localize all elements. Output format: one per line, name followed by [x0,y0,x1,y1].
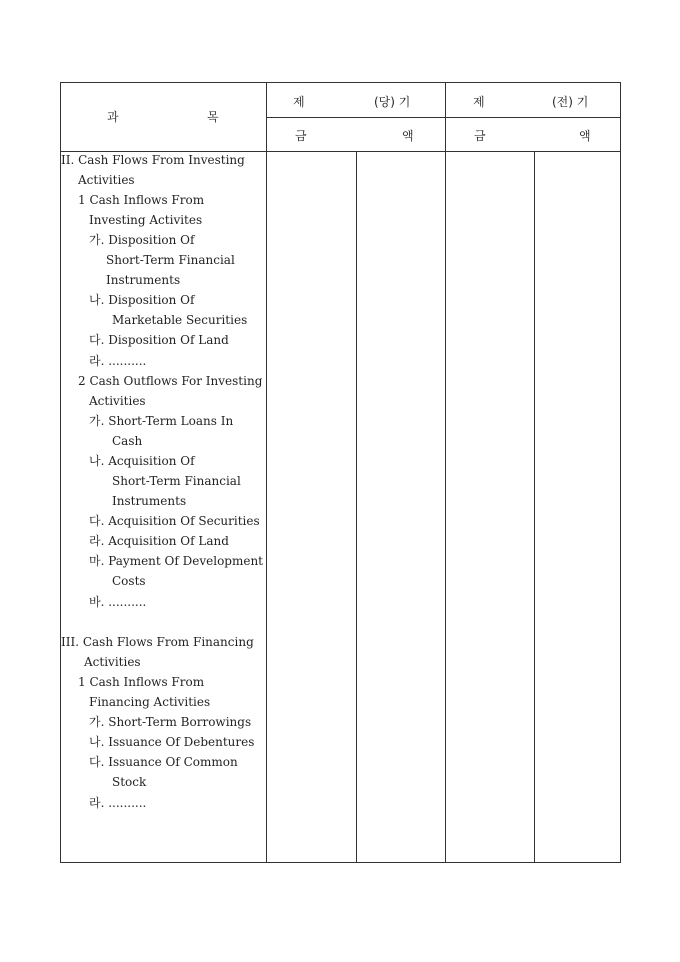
prior-period-label: (전) 기 [552,95,589,109]
prior-amount-geum: 금 [474,129,486,143]
current-period-je: 제 [293,95,305,109]
account-line: 나. Issuance Of Debentures [89,735,255,749]
account-line: 다. Acquisition Of Securities [89,514,260,528]
account-line: Stock [112,775,147,789]
prior-amount-aek: 액 [579,129,591,143]
account-line: 라. .......... [89,354,147,368]
account-line: 1 Cash Inflows From [78,675,205,689]
account-line: 나. Disposition Of [89,293,195,307]
account-line: Activities [89,394,146,408]
account-line: 가. Short-Term Loans In [89,414,234,428]
account-line: 1 Cash Inflows From [78,193,205,207]
account-line: 라. Acquisition Of Land [89,534,229,548]
account-line: Instruments [112,494,187,508]
account-line: 바. .......... [89,595,147,609]
current-amount-aek: 액 [402,129,414,143]
account-line: 가. Disposition Of [89,233,195,247]
account-line: 나. Acquisition Of [89,454,195,468]
account-line: 라. .......... [89,796,147,810]
account-line: 마. Payment Of Development [89,554,264,568]
account-line: Costs [112,574,146,588]
subject-header-left: 과 [107,110,119,124]
subject-header-right: 목 [207,110,219,124]
prior-period-je: 제 [473,95,485,109]
col-divider-current-mid [356,151,357,862]
current-period-label: (당) 기 [374,95,411,109]
account-line: Instruments [106,273,181,287]
account-line: III. Cash Flows From Financing [61,635,254,649]
account-line: 2 Cash Outflows For Investing [78,374,263,388]
account-line: Activities [84,655,141,669]
account-line: Cash [112,434,143,448]
col-divider-subject [266,83,267,862]
account-line: Activities [78,173,135,187]
account-line: Financing Activities [89,695,211,709]
account-line: Short-Term Financial [106,253,235,267]
account-line: 가. Short-Term Borrowings [89,715,252,729]
cash-flow-statement-table [60,82,621,863]
account-line: Marketable Securities [112,313,248,327]
current-amount-geum: 금 [295,129,307,143]
col-divider-prior-mid [534,151,535,862]
header-mid-line [266,117,620,118]
account-line: 다. Issuance Of Common [89,755,238,769]
account-line: Short-Term Financial [112,474,241,488]
account-line: Investing Activites [89,213,203,227]
account-line: II. Cash Flows From Investing [61,153,245,167]
account-line: 다. Disposition Of Land [89,333,229,347]
col-divider-period [445,83,446,862]
